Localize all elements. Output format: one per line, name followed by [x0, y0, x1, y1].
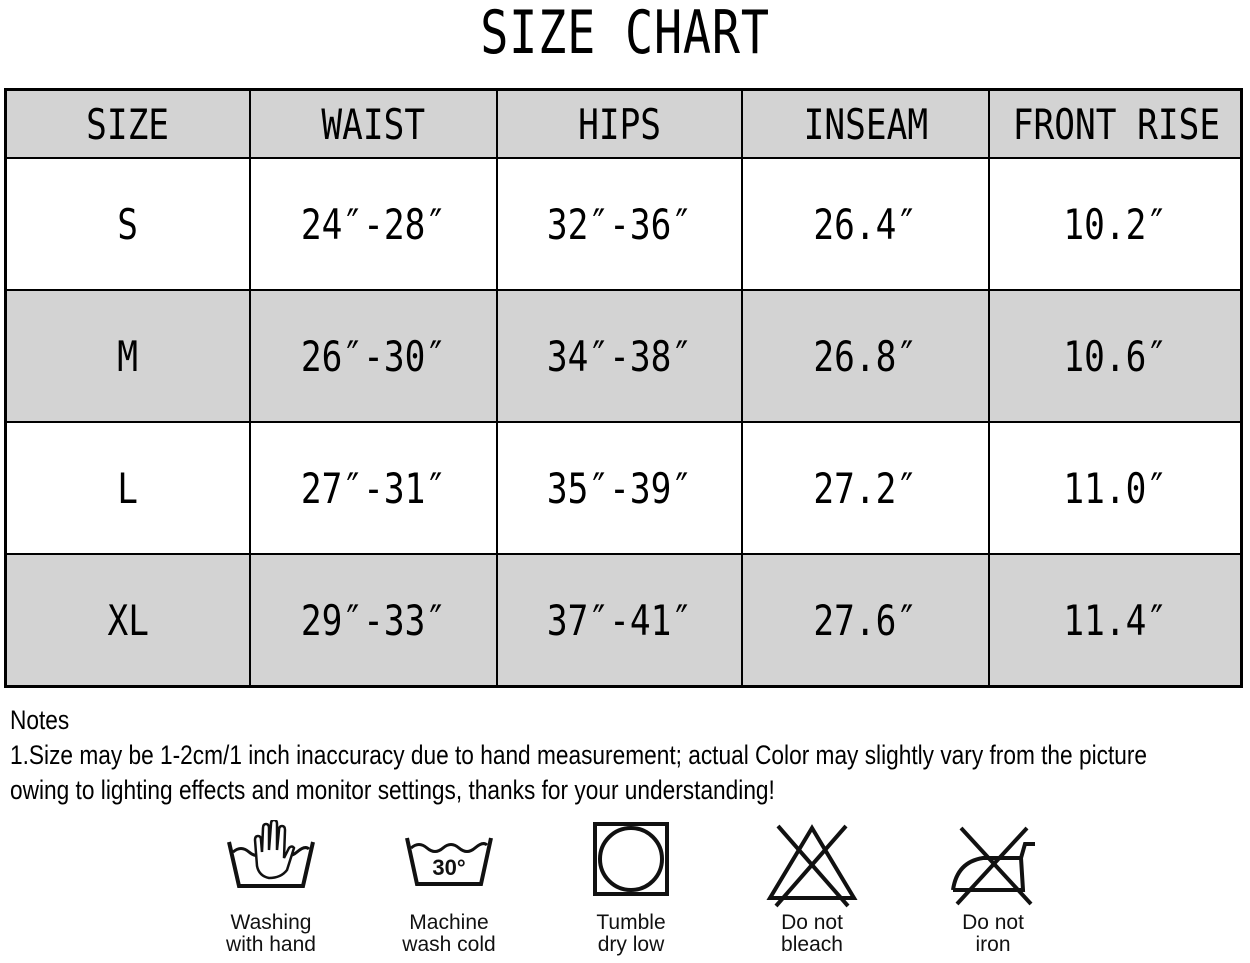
header-size: SIZE — [6, 90, 251, 159]
table-cell: 26″-30″ — [250, 290, 497, 422]
table-cell: M — [6, 290, 251, 422]
do-not-bleach-icon — [762, 820, 862, 910]
notes-line-1: 1.Size may be 1-2cm/1 inch inaccuracy due to hand measurement; actual Color may slightly vary from the picture — [10, 740, 1148, 770]
care-label-line-1: Do not — [781, 911, 843, 934]
tumble-dry-low-icon — [581, 820, 681, 896]
care-do-not-iron — [928, 820, 1058, 956]
do-not-iron-icon — [943, 820, 1043, 910]
care-label-line-2: bleach — [781, 933, 843, 956]
header-inseam: INSEAM — [742, 90, 989, 159]
table-cell: 11.0″ — [989, 422, 1242, 554]
table-cell: 32″-36″ — [497, 158, 743, 290]
page-title: SIZE CHART — [480, 0, 770, 68]
table-cell: 10.6″ — [989, 290, 1242, 422]
hand-wash-icon — [221, 820, 321, 890]
machine-wash-cold-icon — [399, 820, 499, 890]
size-table — [4, 88, 1243, 688]
table-cell: L — [6, 422, 251, 554]
header-waist: WAIST — [250, 90, 497, 159]
care-label-line-1: Machine — [409, 911, 489, 934]
table-row — [6, 158, 1242, 290]
table-cell: S — [6, 158, 251, 290]
care-label-line-1: Washing — [230, 911, 312, 934]
table-cell: 26.4″ — [742, 158, 989, 290]
care-tumble-dry-low — [566, 820, 696, 956]
table-cell: 24″-28″ — [250, 158, 497, 290]
table-cell: XL — [6, 554, 251, 687]
care-label-line-2: dry low — [597, 933, 665, 956]
table-cell: 10.2″ — [989, 158, 1242, 290]
temperature-label: 30° — [432, 855, 466, 880]
table-cell: 37″-41″ — [497, 554, 743, 687]
notes-line-2: owing to lighting effects and monitor settings, thanks for your understanding! — [10, 775, 775, 805]
table-cell: 35″-39″ — [497, 422, 743, 554]
header-hips: HIPS — [497, 90, 743, 159]
table-cell: 27″-31″ — [250, 422, 497, 554]
table-cell: 27.6″ — [742, 554, 989, 687]
table-cell: 26.8″ — [742, 290, 989, 422]
notes — [10, 703, 1240, 808]
care-hand-wash — [206, 820, 336, 956]
care-machine-wash-cold — [384, 820, 514, 956]
care-label-line-2: wash cold — [402, 933, 496, 956]
table-header-row — [6, 90, 1242, 159]
care-label-line-1: Do not — [962, 911, 1024, 934]
care-label-line-2: iron — [975, 933, 1011, 956]
care-label-line-2: with hand — [226, 933, 316, 956]
table-row — [6, 290, 1242, 422]
table-row — [6, 422, 1242, 554]
care-label-line-1: Tumble — [596, 911, 666, 934]
table-cell: 27.2″ — [742, 422, 989, 554]
care-do-not-bleach — [747, 820, 877, 956]
table-cell: 29″-33″ — [250, 554, 497, 687]
table-row — [6, 554, 1242, 687]
notes-heading: Notes — [10, 705, 70, 735]
header-front-rise: FRONT RISE — [989, 90, 1242, 159]
table-cell: 34″-38″ — [497, 290, 743, 422]
table-cell: 11.4″ — [989, 554, 1242, 687]
